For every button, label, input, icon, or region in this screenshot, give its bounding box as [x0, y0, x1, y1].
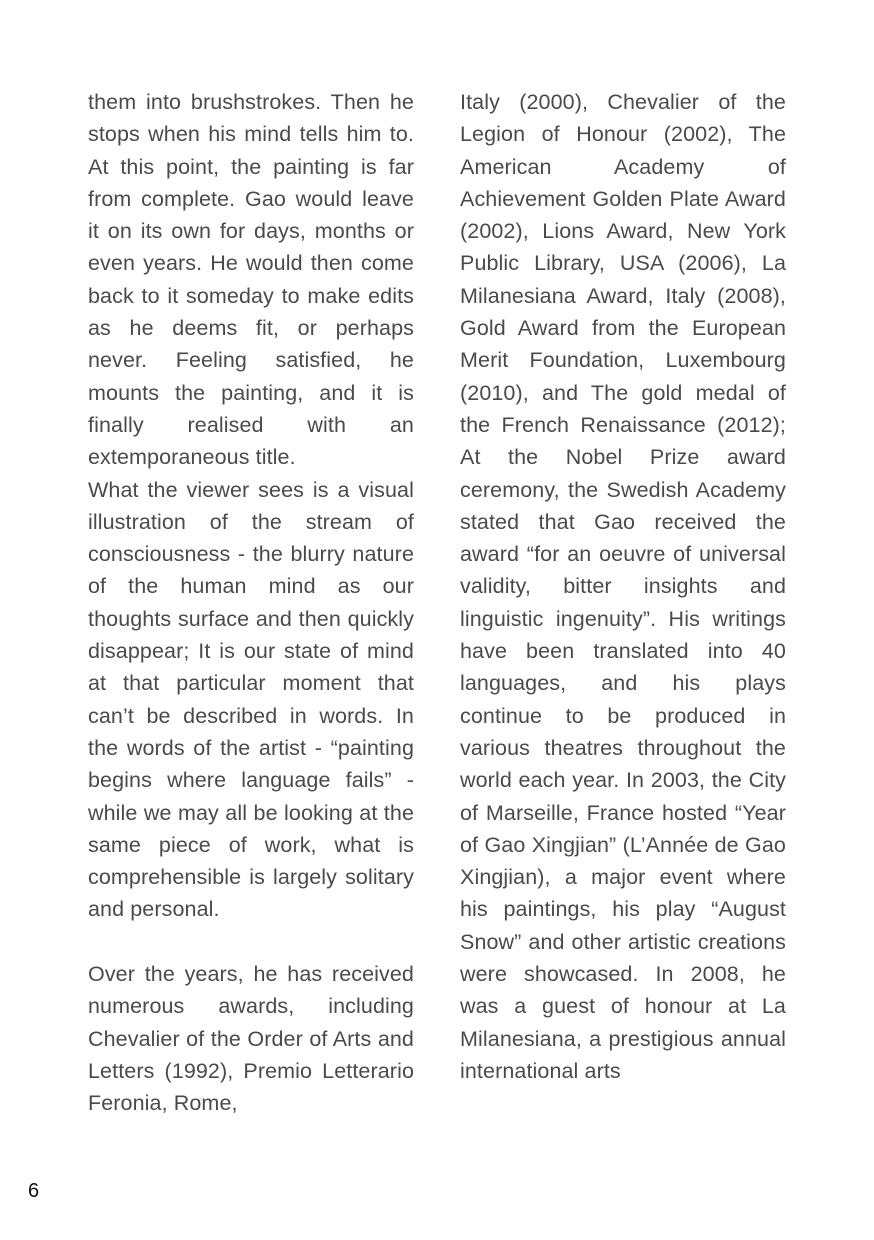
right-text-column — [460, 86, 786, 1087]
body-paragraph: them into brushstrokes. Then he stops when his mind tells him to. At this point, the painting is far from complete. Gao would leave it on its own for days, months or even years. He would then come back to it someday to make edits as he deems fit, or perhaps never. Feeling satisfied, he mounts the painting, and it is finally realised with an extemporaneous title. — [88, 90, 414, 470]
left-text-column — [88, 86, 414, 1120]
body-paragraph: Over the years, he has received numerous awards, including Chevalier of the Order of Arts and Letters (1992), Premio Letterario Feronia, Rome, — [88, 962, 414, 1116]
body-paragraph: Italy (2000), Chevalier of the Legion of Honour (2002), The American Academy of Achievement Golden Plate Award (2002), Lions Award, New York Public Library, USA (2006), La Milanesiana Award, Italy (2008), Gold Award from the European Merit Foundation, Luxembourg (2010), and The gold medal of the French Renaissance (2012); At the Nobel Prize award ceremony, the Swedish Academy stated that Gao received the award “for an oeuvre of universal validity, bitter insights and linguistic ingenuity”. His writings have been translated into 40 languages, and his plays continue to be produced in various theatres throughout the world each year. In 2003, the City of Marseille, France hosted “Year of Gao Xingjian” (L’Année de Gao Xingjian), a major event where his paintings, his play “August Snow” and other artistic creations were showcased. In 2008, he was a guest of honour at La Milanesiana, a prestigious annual international arts — [460, 90, 786, 1083]
body-paragraph: What the viewer sees is a visual illustration of the stream of consciousness - the blurry nature of the human mind as our thoughts surface and then quickly disappear; It is our state of mind at that particular moment that can’t be described in words. In the words of the artist - “painting begins where language fails” - while we may all be looking at the same piece of work, what is comprehensible is largely solitary and personal. — [88, 477, 414, 922]
page-number: 6 — [28, 1180, 40, 1202]
